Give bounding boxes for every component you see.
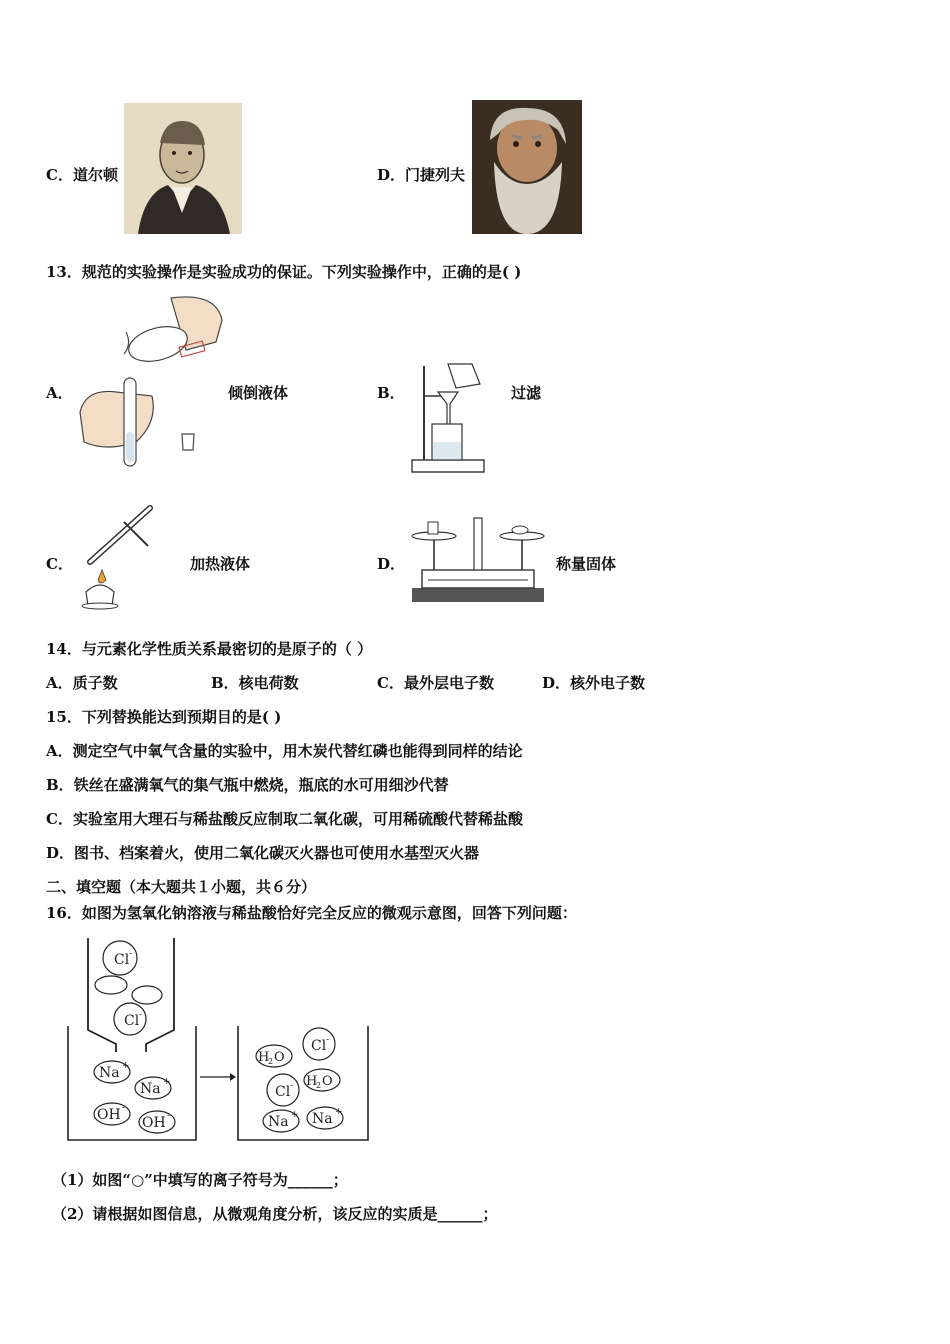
q15-option-d: D．图书、档案着火，使用二氧化碳灭火器也可使用水基型灭火器 — [46, 844, 480, 862]
na-ion-3 — [263, 1110, 299, 1132]
q13-option-c-caption: 加热液体 — [190, 555, 251, 573]
na-ion-4 — [307, 1107, 343, 1129]
reaction-arrow — [200, 1073, 236, 1081]
section-title: 二、填空题（本大题共１小题，共６分） — [46, 878, 317, 896]
filtration-illustration — [410, 362, 500, 474]
svg-text:+: + — [291, 1110, 299, 1120]
q14-option-c: C．最外层电子数 — [377, 674, 494, 692]
balance-illustration — [408, 514, 548, 604]
q15-option-c: C．实验室用大理石与稀盐酸反应制取二氧化碳，可用稀硫酸代替稀盐酸 — [46, 810, 523, 828]
mendeleev-portrait — [472, 100, 582, 234]
svg-text:Cl: Cl — [114, 952, 130, 968]
q14-stem: 14．与元素化学性质关系最密切的是原子的（ ） — [46, 640, 373, 658]
svg-text:-: - — [326, 1035, 330, 1045]
heating-liquid-illustration — [78, 502, 158, 610]
mendeleev-portrait-drawing — [472, 100, 582, 234]
reaction-diagram — [60, 934, 380, 1149]
cl-ion-1 — [103, 941, 137, 975]
svg-text:Na: Na — [312, 1111, 333, 1127]
svg-text:2: 2 — [268, 1057, 274, 1066]
dalton-portrait — [124, 103, 242, 234]
left-beaker — [68, 1026, 196, 1140]
svg-text:Na: Na — [99, 1065, 120, 1081]
q15-stem: 15．下列替换能达到预期目的是( ) — [46, 708, 282, 726]
q13-stem: 13．规范的实验操作是实验成功的保证。下列实验操作中，正确的是( ) — [46, 263, 522, 281]
q13-option-a-caption: 倾倒液体 — [228, 384, 289, 402]
q13-option-b-caption: 过滤 — [511, 384, 542, 402]
q13-option-c-letter: C． — [46, 555, 73, 573]
water-molecule-1 — [256, 1045, 292, 1067]
svg-text:-: - — [129, 949, 133, 959]
svg-text:-: - — [122, 1103, 126, 1113]
cl-ion-3 — [303, 1028, 335, 1060]
svg-text:+: + — [163, 1077, 171, 1087]
blank-ion-2 — [132, 986, 162, 1004]
na-ion-2 — [135, 1077, 171, 1099]
svg-text:Na: Na — [268, 1114, 289, 1130]
q14-option-a: A．质子数 — [46, 674, 118, 692]
q15-option-a: A．测定空气中氧气含量的实验中，用木炭代替红磷也能得到同样的结论 — [46, 742, 523, 760]
q12-option-d: D．门捷列夫 — [377, 166, 466, 184]
svg-text:H: H — [258, 1050, 270, 1065]
oh-ion-2 — [139, 1111, 175, 1133]
q14-option-d: D．核外电子数 — [542, 674, 646, 692]
svg-text:O: O — [322, 1074, 333, 1089]
q14-option-b: B．核电荷数 — [211, 674, 299, 692]
cl-ion-2 — [114, 1003, 146, 1035]
q12-option-c: C．道尔顿 — [46, 166, 118, 184]
q13-option-d-caption: 称量固体 — [556, 555, 617, 573]
dalton-portrait-drawing — [124, 103, 242, 234]
water-molecule-2 — [304, 1069, 340, 1091]
svg-text:Na: Na — [140, 1081, 161, 1097]
svg-text:-: - — [139, 1010, 143, 1020]
pouring-liquid-illustration — [76, 292, 226, 467]
q13-option-b-letter: B． — [377, 384, 405, 402]
q13-option-a-letter: A． — [46, 384, 73, 402]
q16-sub-1: （1）如图“○”中填写的离子符号为______； — [52, 1171, 348, 1189]
q16-sub-2: （2）请根据如图信息，从微观角度分析，该反应的实质是______； — [52, 1205, 498, 1223]
svg-text:Cl: Cl — [124, 1013, 140, 1029]
na-ion-1 — [94, 1061, 130, 1083]
svg-text:-: - — [167, 1111, 171, 1121]
q16-stem: 16．如图为氢氧化钠溶液与稀盐酸恰好完全反应的微观示意图，回答下列问题： — [46, 904, 577, 922]
cl-ion-4 — [267, 1074, 299, 1106]
svg-text:2: 2 — [316, 1081, 322, 1090]
svg-text:H: H — [306, 1074, 318, 1089]
blank-ion-1 — [95, 976, 127, 994]
oh-ion-1 — [94, 1103, 130, 1125]
svg-text:+: + — [122, 1061, 130, 1071]
svg-text:Cl: Cl — [311, 1038, 327, 1054]
svg-text:Cl: Cl — [275, 1084, 291, 1100]
q13-option-d-letter: D． — [377, 555, 406, 573]
svg-text:O: O — [274, 1050, 285, 1065]
svg-text:-: - — [290, 1081, 294, 1091]
q15-option-b: B．铁丝在盛满氧气的集气瓶中燃烧，瓶底的水可用细沙代替 — [46, 776, 449, 794]
svg-text:+: + — [335, 1107, 343, 1117]
svg-text:OH: OH — [97, 1107, 121, 1123]
svg-text:OH: OH — [142, 1115, 166, 1131]
